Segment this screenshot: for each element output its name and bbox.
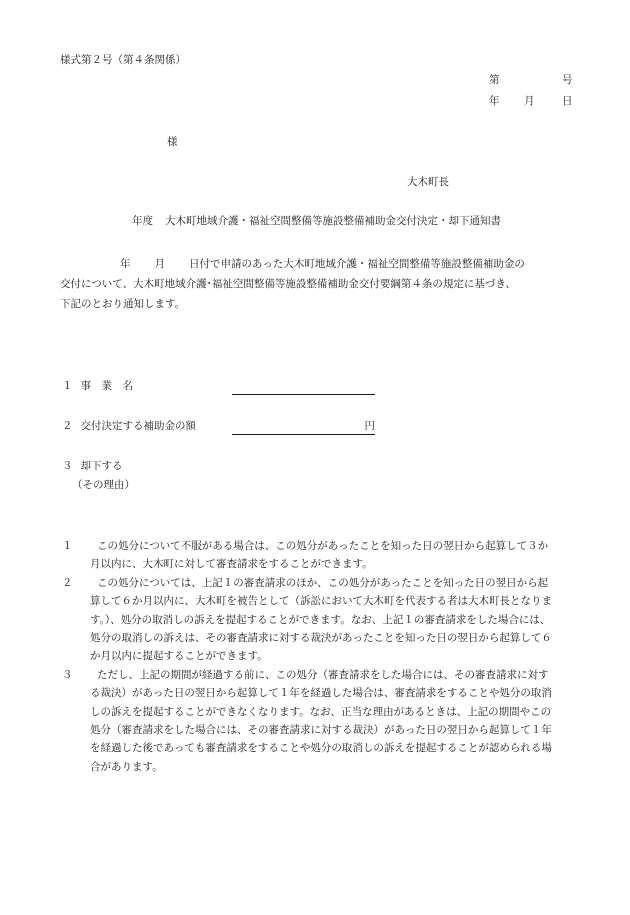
document-number-suffix: 号: [562, 74, 573, 86]
note-2: ２ この処分については、上記１の審査請求のほか、この処分があったことを知った日の翌日から起 算して６か月以内に、大木町を被告として（訴訟において大木町を代表する者は大木町長となりま す。）、処分の取消しの訴えを提起することができます。なお、上記１の審査請求をした場合には、 処分の取消しの訴えは、その審査請求に対する裁決があったことを知った日の翌日から起算して６ か月以内に提起することができます。: [62, 576, 552, 663]
issuer: 大木町長: [407, 176, 449, 188]
item-1-label: 事 業 名: [80, 380, 133, 392]
title-year-label: 年度: [132, 215, 153, 227]
date-month: 月: [524, 95, 535, 107]
item-2: ２ 交付決定する補助金の額: [62, 420, 196, 432]
body-paragraph: [60, 256, 572, 316]
date-year: 年: [489, 95, 500, 107]
document-title: [132, 213, 501, 229]
document-number-prefix: 第: [489, 74, 500, 86]
subsidy-amount-field: [232, 418, 375, 435]
body-line-2: 交付について、大木町地域介護･福祉空間整備等施設整備補助金交付要綱第４条の規定に基づき、: [60, 278, 516, 290]
title-text: 大木町地域介護・福祉空間整備等施設整備補助金交付決定・却下通知書: [165, 215, 501, 227]
project-name-field: [232, 378, 375, 395]
note-1: １ この処分について不服がある場合は、この処分があったことを知った日の翌日から起算して３か 月以内に、大木町に対して審査請求をすることができます。: [62, 540, 549, 571]
body-line-3: 下記のとおり通知します。: [60, 298, 186, 310]
item-3: ３ 却下する: [62, 460, 123, 472]
yen-unit: 円: [364, 420, 375, 432]
note-3: ３ ただし、上記の期間が経過する前に、この処分（審査請求をした場合には、その審査請求に対す る裁決）があった日の翌日から起算して１年を経過した場合は、審査請求をすることや処分の取消 しの訴えを提起することができなくなります。なお、正当な理由があるときは、上記の期間やこの 処分（審査請求をした場合には、その審査請求に対する裁決）があった日の翌日から起算して１年 を経過した後であっても審査請求をすることや処分の取消しの訴えを提起することが認められる場 合があります。: [62, 668, 552, 773]
date-day: 日: [562, 95, 573, 107]
item-2-label: 交付決定する補助金の額: [80, 420, 196, 432]
notes: [62, 538, 582, 777]
body-line-1: 年 月 日付で申請のあった大木町地域介護・福祉空間整備等施設整備補助金の: [120, 258, 525, 270]
rejection-reason-label: （その理由）: [72, 479, 135, 491]
item-1: １ 事 業 名: [62, 380, 133, 392]
addressee-suffix: 様: [167, 136, 178, 148]
item-3-label: 却下する: [80, 460, 123, 472]
form-label: 様式第２号（第４条関係）: [60, 54, 186, 66]
